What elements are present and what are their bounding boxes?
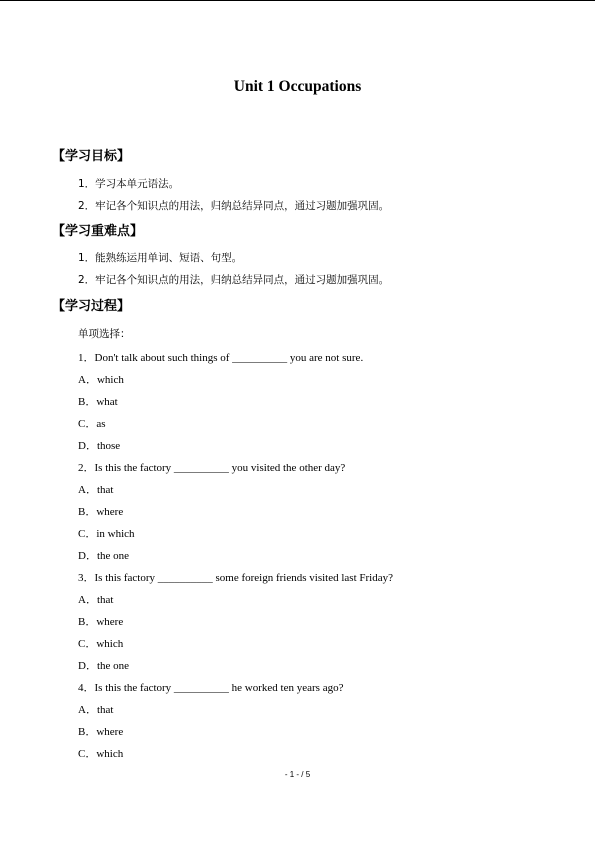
question-stem: 3．Is this factory __________ some foreign friends visited last Friday? (78, 572, 393, 584)
answer-option: A．that (78, 594, 114, 606)
goal-item: 1．学习本单元语法。 (78, 178, 180, 190)
answer-option: A．which (78, 374, 124, 386)
page-title: Unit 1 Occupations (233, 78, 362, 95)
answer-option: A．that (78, 704, 114, 716)
page-number: - 1 - / 5 (284, 770, 311, 779)
answer-option: C．which (78, 748, 124, 760)
answer-option: B．where (78, 616, 124, 628)
question-stem: 4．Is this the factory __________ he worked ten years ago? (78, 682, 344, 694)
section-heading-process: 【学习过程】 (52, 299, 131, 314)
question-stem: 2．Is this the factory __________ you visited the other day? (78, 462, 346, 474)
answer-option: B．where (78, 726, 124, 738)
answer-option: D．those (78, 440, 121, 452)
answer-option: C．in which (78, 528, 135, 540)
answer-option: A．that (78, 484, 114, 496)
question-stem: 1．Don't talk about such things of __________ you are not sure. (78, 352, 364, 364)
answer-option: C．as (78, 418, 106, 430)
exercise-intro: 单项选择： (78, 328, 131, 340)
answer-option: B．what (78, 396, 118, 408)
goal-item: 2．牢记各个知识点的用法，归纳总结异同点，通过习题加强巩固。 (78, 200, 390, 212)
answer-option: C．which (78, 638, 124, 650)
section-heading-key-points: 【学习重难点】 (52, 224, 144, 239)
answer-option: D．the one (78, 660, 130, 672)
key-point-item: 1．能熟练运用单词、短语、句型。 (78, 252, 243, 264)
section-heading-goals: 【学习目标】 (52, 149, 131, 164)
answer-option: D．the one (78, 550, 130, 562)
answer-option: B．where (78, 506, 124, 518)
top-rule (0, 0, 595, 1)
key-point-item: 2．牢记各个知识点的用法，归纳总结异同点，通过习题加强巩固。 (78, 274, 390, 286)
